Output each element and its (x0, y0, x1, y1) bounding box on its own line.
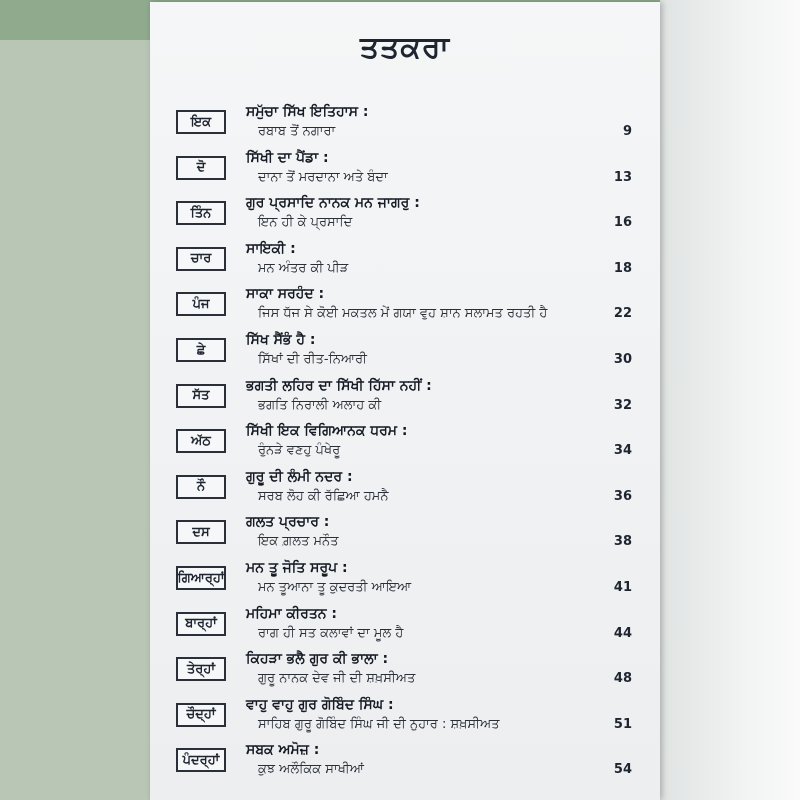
chapter-number-box: ਚਾਰ (176, 247, 226, 271)
page-number: 18 (613, 260, 632, 276)
chapter-subtitle: ਰੁੰਨੜੇ ਵਣਹੁ ਪੰਖੇਰੂ (258, 443, 341, 459)
chapter-number-box: ਸੱਤ (176, 384, 226, 408)
page-number: 32 (613, 397, 632, 413)
chapter-heading: ਗਲਤ ਪ੍ਰਚਾਰ : (246, 514, 330, 531)
page-number: 34 (613, 443, 632, 459)
page-number: 30 (613, 352, 632, 367)
page-number: 48 (613, 671, 632, 687)
chapter-number-box: ਦਸ (176, 520, 226, 544)
page-number: 54 (613, 762, 632, 778)
chapter-heading: ਸਿੱਖ ਸੈਂਭੰ ਹੈ : (246, 332, 316, 348)
chapter-subtitle: ਇਨ ਹੀ ਕੇ ਪ੍ਰਸਾਦਿ (258, 215, 353, 231)
chapter-subtitle: ਸਿੱਖਾਂ ਦੀ ਰੀਤ-ਨਿਆਰੀ (258, 352, 367, 367)
chapter-subtitle: ਮਨ ਅੰਤਰ ਕੀ ਪੀੜ (258, 260, 349, 276)
chapter-subtitle: ਕੁਝ ਅਲੌਕਿਕ ਸਾਖੀਆਂ (258, 762, 364, 778)
chapter-subtitle: ਇਕ ਗ਼ਲਤ ਮਨੌਤ (258, 534, 339, 550)
book-page (150, 2, 660, 800)
chapter-heading: ਸਾਇਕੀ : (246, 240, 296, 257)
toc-entry (150, 377, 660, 428)
toc-entry (150, 696, 660, 747)
chapter-heading: ਸਾਕਾ ਸਰਹੰਦ : (246, 286, 325, 303)
page-number: 22 (613, 306, 632, 322)
chapter-heading: ਗੁਰੂ ਦੀ ਲੰਮੀ ਨਦਰ : (246, 468, 353, 485)
toc-entry (150, 605, 660, 656)
page-number: 51 (613, 716, 632, 732)
chapter-heading: ਸਬਕ ਅਮੋਜ਼ : (246, 742, 320, 759)
page-number: 16 (613, 215, 632, 231)
toc-entry (150, 560, 660, 610)
chapter-heading: ਮਨ ਤੂ ਜੋਤਿ ਸਰੂਪ : (246, 560, 348, 576)
chapter-heading: ਮਹਿਮਾ ਕੀਰਤਨ : (246, 605, 338, 622)
chapter-number-box: ਗਿਆਰ੍ਹਾਂ (176, 566, 226, 590)
toc-entry (150, 468, 660, 519)
chapter-number-box: ਤੇਰ੍ਹਾਂ (176, 657, 226, 681)
toc-entry (150, 195, 660, 245)
page-number: 38 (613, 534, 632, 550)
chapter-heading: ਭਗਤੀ ਲਹਿਰ ਦਾ ਸਿੱਖੀ ਹਿੱਸਾ ਨਹੀਂ : (246, 377, 432, 394)
chapter-heading: ਸਮੁੱਚਾ ਸਿੱਖ ਇਤਿਹਾਸ : (246, 104, 369, 120)
chapter-subtitle: ਸਰਬ ਲੋਹ ਕੀ ਰੱਛਿਆ ਹਮਨੈ (258, 488, 389, 504)
toc-entry (150, 240, 660, 291)
page-number: 44 (613, 625, 632, 641)
chapter-subtitle: ਦਾਨਾ ਤੋਂ ਮਰਦਾਨਾ ਅਤੇ ਬੰਦਾ (258, 169, 388, 185)
toc-entry (150, 423, 660, 473)
chapter-number-box: ਪੰਜ (176, 292, 226, 316)
chapter-subtitle: ਸਾਹਿਬ ਗੁਰੂ ਗੋਬਿੰਦ ਸਿੰਘ ਜੀ ਦੀ ਨੁਹਾਰ : ਸ਼ਖ਼ਸੀਅਤ (258, 716, 500, 732)
chapter-subtitle: ਰਬਾਬ ਤੋਂ ਨਗਾਰਾ (258, 124, 336, 139)
page-number: 13 (613, 169, 632, 185)
toc-entry (150, 514, 660, 564)
chapter-number-box: ਇਕ (176, 110, 226, 134)
chapter-number-box: ਛੇ (176, 338, 226, 362)
page-number: 41 (613, 580, 632, 595)
chapter-heading: ਸਿੱਖੀ ਇਕ ਵਿਗਿਆਨਕ ਧਰਮ : (246, 423, 408, 440)
chapter-subtitle: ਰਾਗ ਹੀ ਸਤ ਕਲਾਵਾਂ ਦਾ ਮੂਲ ਹੈ (258, 625, 404, 641)
chapter-number-box: ਦੋ (176, 156, 226, 180)
toc-entry (150, 149, 660, 200)
chapter-subtitle: ਜਿਸ ਧੱਜ ਸੇ ਕੋਈ ਮਕਤਲ ਮੇਂ ਗਯਾ ਵੁਹ ਸ਼ਾਨ ਸਲਾਮਤ ਰਹਤੀ ਹੈ (258, 306, 548, 322)
chapter-heading: ਕਿਹੜਾ ਭਲੈ ਗੁਰ ਕੀ ਭਾਲਾ : (246, 651, 389, 668)
chapter-subtitle: ਗੁਰੂ ਨਾਨਕ ਦੇਵ ਜੀ ਦੀ ਸ਼ਖ਼ਸੀਅਤ (258, 671, 416, 687)
page-number: 9 (622, 124, 632, 139)
chapter-heading: ਗੁਰ ਪ੍ਰਸਾਦਿ ਨਾਨਕ ਮਨ ਜਾਗਰੁ : (246, 195, 420, 212)
chapter-number-box: ਪੰਦਰ੍ਹਾਂ (176, 748, 226, 772)
chapter-heading: ਸਿੱਖੀ ਦਾ ਪੈਂਡਾ : (246, 149, 329, 166)
chapter-subtitle: ਮਨ ਤੂਆਨਾ ਤੂ ਕੁਦਰਤੀ ਆਇਆ (258, 580, 412, 595)
background-surface (660, 0, 800, 800)
chapter-subtitle: ਭਗਤਿ ਨਿਰਾਲੀ ਅਲਾਹ ਕੀ (258, 397, 382, 413)
chapter-number-box: ਚੌਦ੍ਹਾਂ (176, 703, 226, 727)
toc-entry (150, 104, 660, 154)
toc-entry (150, 651, 660, 701)
toc-entry (150, 286, 660, 336)
toc-entry (150, 742, 660, 792)
toc-entry (150, 332, 660, 382)
chapter-number-box: ਬਾਰ੍ਹਾਂ (176, 612, 226, 636)
chapter-number-box: ਤਿੰਨ (176, 201, 226, 225)
page-title: ਤਤਕਰਾ (359, 30, 451, 65)
chapter-heading: ਵਾਹੁ ਵਾਹੁ ਗੁਰ ਗੋਬਿੰਦ ਸਿੰਘ : (246, 696, 394, 713)
chapter-number-box: ਨੌ (176, 475, 226, 499)
chapter-number-box: ਅੱਠ (176, 429, 226, 453)
page-number: 36 (613, 488, 632, 504)
